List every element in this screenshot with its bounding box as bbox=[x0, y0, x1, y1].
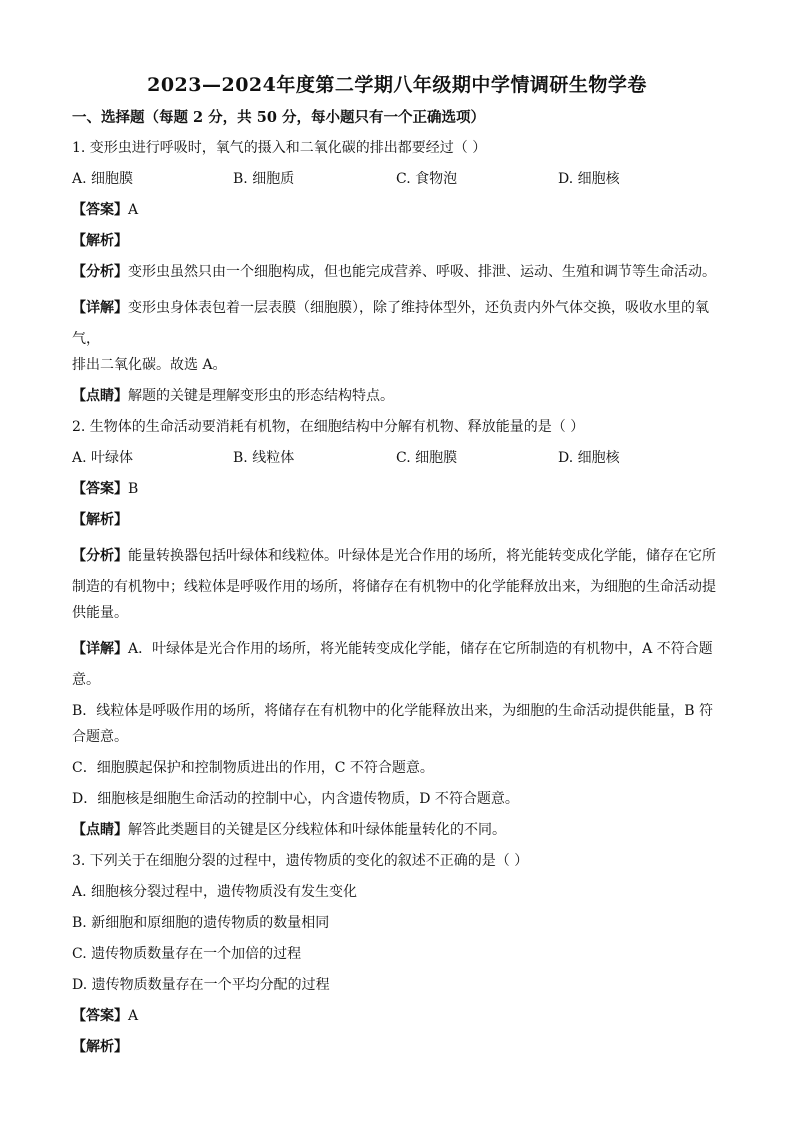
q1-option-c: C. 食物泡 bbox=[396, 171, 458, 187]
answer-tag: 【答案】 bbox=[72, 202, 128, 218]
q2-fenxi-2: 制造的有机物中；线粒体是呼吸作用的场所，将储存在有机物中的化学能释放出来，为细胞的生命活动提 bbox=[72, 579, 716, 595]
q2-xiangjie-b2: 合题意。 bbox=[72, 729, 128, 745]
q3-analysis-tag: 【解析】 bbox=[72, 1039, 128, 1055]
q1-options bbox=[72, 169, 724, 189]
q1-dianjing bbox=[72, 386, 724, 406]
q2-xiangjie-b1: B．线粒体是呼吸作用的场所，将储存在有机物中的化学能释放出来，为细胞的生命活动提供能量，B 符 bbox=[72, 703, 714, 719]
answer-tag: 【答案】 bbox=[72, 1008, 128, 1024]
q1-analysis-tag: 【解析】 bbox=[72, 233, 128, 249]
dianjing-text: 解题的关键是理解变形虫的形态结构特点。 bbox=[128, 388, 394, 404]
q2-xiangjie bbox=[72, 634, 724, 696]
q3-stem: 3. 下列关于在细胞分裂的过程中，遗传物质的变化的叙述不正确的是（ ） bbox=[72, 853, 529, 869]
xiangjie-tag: 【详解】 bbox=[72, 300, 128, 316]
q1-xiangjie bbox=[72, 293, 724, 355]
q3-option-d: D. 遗传物质数量存在一个平均分配的过程 bbox=[72, 977, 330, 993]
document-content bbox=[72, 138, 724, 1068]
q2-xiangjie-d: D．细胞核是细胞生命活动的控制中心，内含遗传物质，D 不符合题意。 bbox=[72, 791, 519, 807]
q1-option-d: D. 细胞核 bbox=[558, 171, 620, 187]
q2-option-a: A. 叶绿体 bbox=[72, 450, 134, 466]
q1-answer bbox=[72, 200, 724, 220]
page-title: 2023—2024年度第二学期八年级期中学情调研生物学卷 bbox=[147, 74, 647, 96]
q2-xiangjie-c: C．细胞膜起保护和控制物质进出的作用，C 不符合题意。 bbox=[72, 760, 434, 776]
xiangjie-a: A．叶绿体是光合作用的场所，将光能转变成化学能，储存在它所制造的有机物中，A 不符合题意。 bbox=[72, 641, 713, 688]
q1-fenxi bbox=[72, 262, 724, 282]
fenxi-tag: 【分析】 bbox=[72, 548, 128, 564]
xiangjie-text-1: 变形虫身体表包着一层表膜（细胞膜），除了维持体型外，还负责内外气体交换，吸收水里的氧气， bbox=[72, 300, 709, 347]
q2-options bbox=[72, 448, 724, 468]
fenxi-text: 变形虫虽然只由一个细胞构成，但也能完成营养、呼吸、排泄、运动、生殖和调节等生命活动。 bbox=[128, 264, 716, 280]
fenxi-text-1: 能量转换器包括叶绿体和线粒体。叶绿体是光合作用的场所，将光能转变成化学能，储存在它所 bbox=[128, 548, 716, 564]
q1-stem: 1. 变形虫进行呼吸时，氧气的摄入和二氧化碳的排出都要经过（ ） bbox=[72, 140, 487, 156]
q3-option-c: C. 遗传物质数量存在一个加倍的过程 bbox=[72, 946, 302, 962]
section-heading: 一、选择题（每题 2 分，共 50 分，每小题只有一个正确选项） bbox=[72, 109, 485, 126]
answer-tag: 【答案】 bbox=[72, 481, 128, 497]
q2-option-c: C. 细胞膜 bbox=[396, 450, 458, 466]
q2-option-b: B. 线粒体 bbox=[233, 450, 295, 466]
q1-option-a: A. 细胞膜 bbox=[72, 171, 134, 187]
answer-value: A bbox=[128, 202, 139, 218]
dianjing-text: 解答此类题目的关键是区分线粒体和叶绿体能量转化的不同。 bbox=[128, 822, 506, 838]
q1-option-b: B. 细胞质 bbox=[233, 171, 295, 187]
q1-xiangjie-cont: 排出二氧化碳。故选 A。 bbox=[72, 357, 227, 373]
xiangjie-tag: 【详解】 bbox=[72, 641, 128, 657]
q2-answer bbox=[72, 479, 724, 499]
fenxi-tag: 【分析】 bbox=[72, 264, 128, 280]
q2-analysis-tag: 【解析】 bbox=[72, 512, 128, 528]
q2-option-d: D. 细胞核 bbox=[558, 450, 620, 466]
q3-option-a: A. 细胞核分裂过程中，遗传物质没有发生变化 bbox=[72, 884, 358, 900]
q2-fenxi-3: 供能量。 bbox=[72, 605, 128, 621]
q2-fenxi bbox=[72, 541, 724, 572]
q3-answer bbox=[72, 1006, 724, 1026]
dianjing-tag: 【点睛】 bbox=[72, 388, 128, 404]
answer-value: B bbox=[128, 481, 139, 497]
q2-dianjing bbox=[72, 820, 724, 840]
q3-option-b: B. 新细胞和原细胞的遗传物质的数量相同 bbox=[72, 915, 330, 931]
q2-stem: 2. 生物体的生命活动要消耗有机物，在细胞结构中分解有机物、释放能量的是（ ） bbox=[72, 419, 585, 435]
dianjing-tag: 【点睛】 bbox=[72, 822, 128, 838]
answer-value: A bbox=[128, 1008, 139, 1024]
